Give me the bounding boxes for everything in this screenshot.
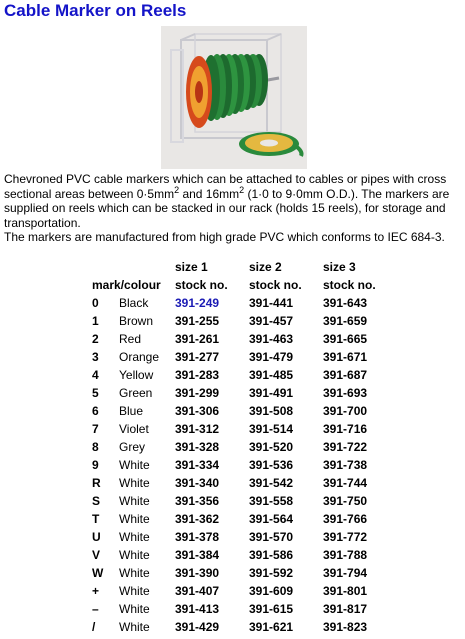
description-line <box>4 184 462 202</box>
stock-no-size-1: 391-356 <box>175 494 220 508</box>
stock-no-size-1: 391-390 <box>175 566 220 580</box>
mark-cell: 8 <box>92 440 99 454</box>
description-text: sectional areas between 0·5mm <box>4 186 175 201</box>
colour-cell: White <box>119 530 150 544</box>
stock-no-size-2: 391-615 <box>249 602 294 616</box>
colour-cell: Black <box>119 296 149 310</box>
mark-cell: V <box>92 548 101 562</box>
stock-no-size-1: 391-328 <box>175 440 220 454</box>
table-row <box>89 474 383 492</box>
superscript: 2 <box>174 184 180 195</box>
stock-no-size-3: 391-659 <box>323 314 368 328</box>
description-line: The markers are manufactured from high grade PVC which conforms to IEC 684-3. <box>4 230 445 245</box>
stock-no-size-3: 391-693 <box>323 386 368 400</box>
table-row <box>89 528 383 546</box>
reel-rack-illustration <box>161 26 307 169</box>
stock-no-size-2: 391-570 <box>249 530 294 544</box>
stock-no-size-3: 391-744 <box>323 476 368 490</box>
table-row <box>89 312 383 330</box>
mark-cell: U <box>92 530 101 544</box>
stock-no-size-3: 391-801 <box>323 584 368 598</box>
header-size-1: size 1 <box>175 259 208 274</box>
stock-no-size-2: 391-441 <box>249 296 294 310</box>
stock-no-size-2: 391-564 <box>249 512 294 526</box>
header-size-3: size 3 <box>323 259 356 274</box>
stock-no-size-2: 391-621 <box>249 620 294 634</box>
mark-cell: S <box>92 494 101 508</box>
stock-no-size-3: 391-643 <box>323 296 368 310</box>
stock-no-size-1: 391-407 <box>175 584 220 598</box>
colour-cell: Grey <box>119 440 146 454</box>
description-line: Chevroned PVC cable markers which can be attached to cables or pipes with cross <box>4 172 447 186</box>
stock-no-size-2: 391-592 <box>249 566 294 580</box>
stock-no-size-1: 391-384 <box>175 548 220 562</box>
stock-no-size-1: 391-429 <box>175 620 220 634</box>
colour-cell: White <box>119 476 150 490</box>
table-header-sizes <box>89 258 383 275</box>
mark-cell: / <box>92 620 96 634</box>
colour-cell: White <box>119 458 150 472</box>
page-title: Cable Marker on Reels <box>4 1 187 20</box>
header-stock-no-1: stock no. <box>175 277 228 292</box>
product-description <box>4 172 462 245</box>
stock-no-size-3: 391-823 <box>323 620 368 634</box>
stock-no-size-2: 391-514 <box>249 422 294 436</box>
stock-no-size-3: 391-794 <box>323 566 368 580</box>
stock-no-size-1: 391-299 <box>175 386 220 400</box>
stock-no-size-2: 391-609 <box>249 584 294 598</box>
stock-no-size-2: 391-485 <box>249 368 294 382</box>
table-row <box>89 402 383 420</box>
mark-cell: 4 <box>92 368 99 382</box>
colour-cell: Violet <box>119 422 149 436</box>
mark-cell: 6 <box>92 404 99 418</box>
stock-no-size-3: 391-750 <box>323 494 368 508</box>
stock-no-size-2: 391-542 <box>249 476 294 490</box>
table-row <box>89 294 383 312</box>
table-row <box>89 330 383 348</box>
colour-cell: White <box>119 620 150 634</box>
stock-no-size-1: 391-362 <box>175 512 220 526</box>
table-row <box>89 366 383 384</box>
stock-no-size-3: 391-671 <box>323 350 368 364</box>
colour-cell: White <box>119 602 150 616</box>
header-size-2: size 2 <box>249 259 282 274</box>
table-row <box>89 600 383 618</box>
colour-cell: White <box>119 494 150 508</box>
header-stock-no-2: stock no. <box>249 277 302 292</box>
marker-stock-table <box>89 258 383 636</box>
colour-cell: White <box>119 584 150 598</box>
colour-cell: Green <box>119 386 153 400</box>
colour-cell: White <box>119 512 150 526</box>
stock-no-size-1: 391-306 <box>175 404 220 418</box>
header-mark-colour: mark/colour <box>92 277 161 292</box>
description-line: transportation. <box>4 215 81 230</box>
header-blank <box>89 258 119 275</box>
stock-no-size-1: 391-261 <box>175 332 220 346</box>
mark-cell: 7 <box>92 422 99 436</box>
stock-no-size-3: 391-716 <box>323 422 368 436</box>
table-row <box>89 582 383 600</box>
table-row <box>89 384 383 402</box>
mark-cell: 0 <box>92 296 99 310</box>
stock-no-size-2: 391-536 <box>249 458 294 472</box>
stock-no-size-3: 391-665 <box>323 332 368 346</box>
colour-cell: White <box>119 566 150 580</box>
stock-no-size-1: 391-340 <box>175 476 220 490</box>
stock-no-size-2: 391-558 <box>249 494 294 508</box>
mark-cell: 5 <box>92 386 99 400</box>
description-line: supplied on reels which can be stacked in our rack (holds 15 reels), for storage and <box>4 201 446 216</box>
mark-cell: 3 <box>92 350 99 364</box>
stock-no-size-2: 391-463 <box>249 332 294 346</box>
mark-cell: – <box>92 602 99 616</box>
colour-cell: Brown <box>119 314 154 328</box>
table-row <box>89 510 383 528</box>
stock-no-size-3: 391-722 <box>323 440 368 454</box>
stock-no-size-2: 391-520 <box>249 440 294 454</box>
description-text: and 16mm <box>179 186 240 201</box>
stock-no-size-1: 391-334 <box>175 458 220 472</box>
table-row <box>89 492 383 510</box>
mark-cell: 1 <box>92 314 99 328</box>
table-row <box>89 618 383 636</box>
colour-cell: White <box>119 548 150 562</box>
colour-cell: Orange <box>119 350 160 364</box>
description-text: (1·0 to 9·0mm O.D.). The markers are <box>244 186 450 201</box>
stock-no-size-1: 391-255 <box>175 314 220 328</box>
colour-cell: Blue <box>119 404 144 418</box>
stock-no-size-3: 391-700 <box>323 404 368 418</box>
stock-no-size-2: 391-491 <box>249 386 294 400</box>
stock-no-size-1: 391-378 <box>175 530 220 544</box>
stock-no-size-1: 391-413 <box>175 602 220 616</box>
mark-cell: 9 <box>92 458 99 472</box>
stock-no-size-3: 391-766 <box>323 512 368 526</box>
table-row <box>89 438 383 456</box>
table-row <box>89 564 383 582</box>
header-stock-no-3: stock no. <box>323 277 376 292</box>
stock-no-size-2: 391-586 <box>249 548 294 562</box>
stock-no-size-3: 391-772 <box>323 530 368 544</box>
header-blank <box>119 258 175 275</box>
stock-no-size-1: 391-277 <box>175 350 220 364</box>
stock-no-size-3: 391-738 <box>323 458 368 472</box>
superscript: 2 <box>239 184 245 195</box>
stock-no-size-3: 391-788 <box>323 548 368 562</box>
stock-no-size-2: 391-508 <box>249 404 294 418</box>
stock-no-size-3: 391-817 <box>323 602 368 616</box>
stock-no-size-2: 391-457 <box>249 314 294 328</box>
stock-no-size-1: 391-312 <box>175 422 220 436</box>
colour-cell: Yellow <box>119 368 154 382</box>
stock-no-size-1 <box>175 294 249 312</box>
mark-cell: + <box>92 584 100 598</box>
mark-cell: R <box>92 476 101 490</box>
mark-cell: W <box>92 566 104 580</box>
product-image <box>161 26 307 169</box>
table-header-columns <box>89 275 383 294</box>
stock-no-size-2: 391-479 <box>249 350 294 364</box>
table-row <box>89 348 383 366</box>
stock-no-size-1: 391-283 <box>175 368 220 382</box>
table-row <box>89 546 383 564</box>
colour-cell: Red <box>119 332 142 346</box>
table-row <box>89 456 383 474</box>
table-row <box>89 420 383 438</box>
mark-cell: 2 <box>92 332 99 346</box>
stock-no-size-3: 391-687 <box>323 368 368 382</box>
mark-cell: T <box>92 512 100 526</box>
stock-no-link[interactable]: 391-249 <box>175 296 220 310</box>
